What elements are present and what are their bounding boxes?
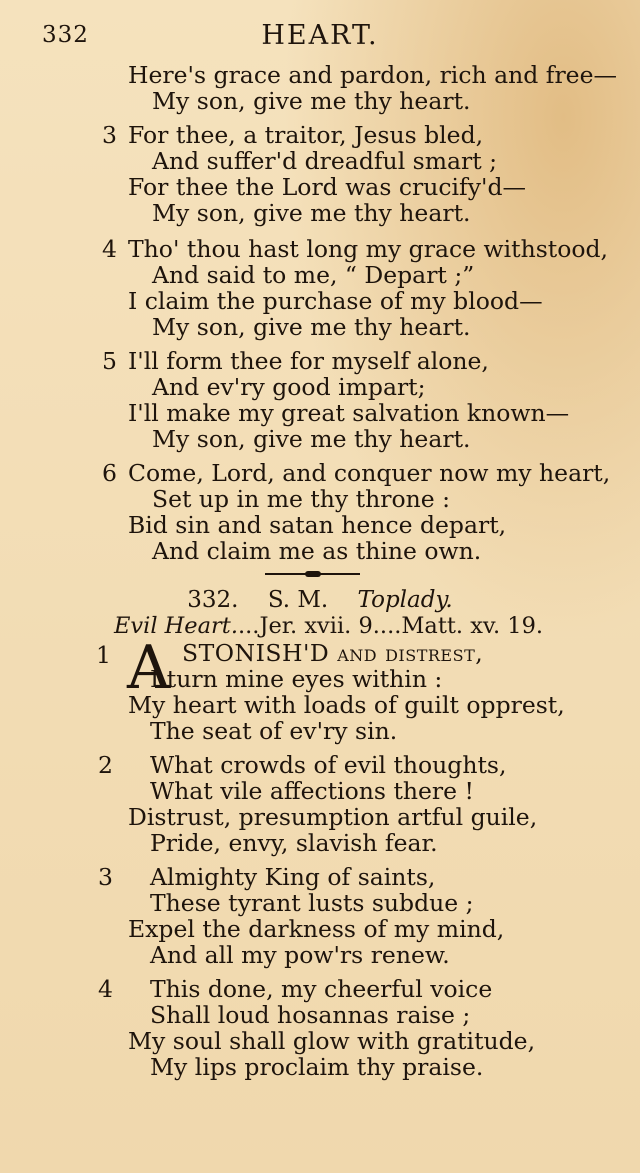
verse-line: I turn mine eyes within : (150, 665, 443, 693)
verse-line: I'll form thee for myself alone, (128, 347, 489, 375)
divider-ornament (305, 571, 321, 577)
verse-line: For thee, a traitor, Jesus bled, (128, 121, 484, 149)
verse-number: 2 (98, 751, 113, 779)
hymn-author: Toplady. (357, 587, 453, 613)
verse-line: Shall loud hosannas raise ; (150, 1001, 471, 1029)
verse-line: Pride, envy, slavish fear. (150, 829, 438, 857)
verse-line: My son, give me thy heart. (152, 425, 471, 453)
verse-number: 4 (102, 235, 117, 263)
verse-number: 3 (98, 863, 113, 891)
page-number: 332 (42, 22, 89, 48)
hymn-scripture: ...Jer. xvii. 9....Matt. xv. 19. (237, 613, 544, 639)
verse-number: 1 (96, 641, 111, 669)
verse-line: And ev'ry good impart; (152, 373, 426, 401)
verse-line: Almighty King of saints, (150, 863, 436, 891)
verse-line: And said to me, “ Depart ;” (152, 261, 475, 289)
verse-number: 4 (98, 975, 113, 1003)
verse-line: My son, give me thy heart. (152, 87, 471, 115)
verse-line: I claim the purchase of my blood— (128, 287, 543, 315)
verse-line: My son, give me thy heart. (152, 199, 471, 227)
verse-number: 3 (102, 121, 117, 149)
verse-line: The seat of ev'ry sin. (150, 717, 398, 745)
hymn-topic: Evil Heart. (114, 613, 238, 639)
verse-line: My heart with loads of guilt opprest, (128, 691, 565, 719)
verse-line: For thee the Lord was crucify'd— (128, 173, 527, 201)
verse-line: And suffer'd dreadful smart ; (152, 147, 498, 175)
verse-line: Expel the darkness of my mind, (128, 915, 505, 943)
verse-line: This done, my cheerful voice (150, 975, 493, 1003)
page-header (0, 20, 640, 54)
verse-line: Set up in me thy throne : (152, 485, 451, 513)
verse-line: What crowds of evil thoughts, (150, 751, 507, 779)
verse-line: My lips proclaim thy praise. (150, 1053, 484, 1081)
drop-cap: A (127, 633, 171, 703)
verse-line: Distrust, presumption artful guile, (128, 803, 538, 831)
section-divider (265, 572, 360, 576)
verse-line: My soul shall glow with gratitude, (128, 1027, 536, 1055)
verse-line: And all my pow'rs renew. (150, 941, 450, 969)
verse-line: What vile affections there ! (150, 777, 474, 805)
verse-line: And claim me as thine own. (152, 537, 482, 565)
hymn-subtitle (114, 611, 543, 641)
verse-line: Come, Lord, and conquer now my heart, (128, 459, 611, 487)
hymn-meter: S. M. (267, 587, 329, 613)
verse-number: 5 (102, 347, 117, 375)
verse-line: These tyrant lusts subdue ; (150, 889, 474, 917)
verse-line: Bid sin and satan hence depart, (128, 511, 507, 539)
verse-number: 6 (102, 459, 117, 487)
verse-line: STONISH'D and distrest, (182, 639, 484, 667)
verse-line: Here's grace and pardon, rich and free— (128, 61, 617, 89)
verse-line: Tho' thou hast long my grace withstood, (128, 235, 609, 263)
verse-line: My son, give me thy heart. (152, 313, 471, 341)
hymn-number: 332. (187, 587, 239, 613)
verse-line: I'll make my great salvation known— (128, 399, 570, 427)
running-head: HEART. (261, 20, 379, 51)
